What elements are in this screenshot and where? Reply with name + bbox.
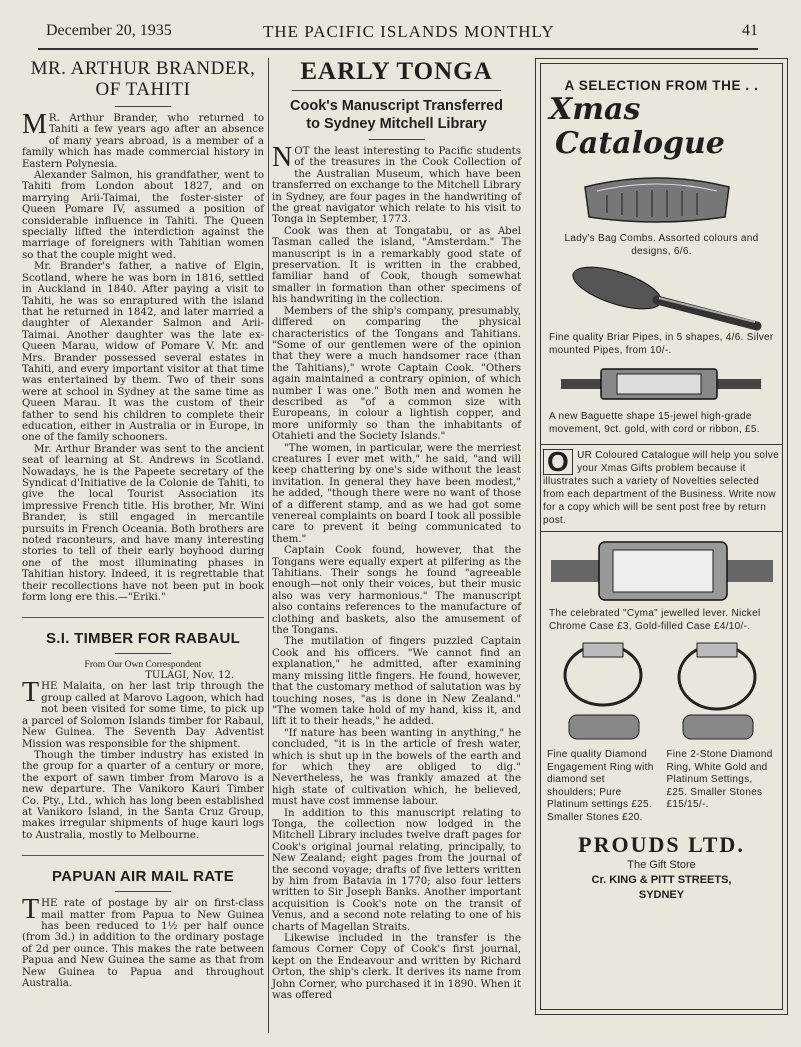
byline: From Our Own Correspondent [84, 660, 202, 671]
paragraph: Alexander Salmon, his grandfather, went to Tahiti from London about 1827, and on marrying Arii-Taimai, the foster-sister of Queen Pomare IV, assumed a position of considerable influence in Tahiti. The Queen specially lifted the interdiction against the marriage of foreigners with Tahitian women so that the couple might wed. [22, 170, 264, 261]
paragraph: Cook was then at Tongatabu, or as Abel Tasman called the island, "Amsterdam." The manuscript is in a remarkably good state of preservation. It is written in the crabbed, familiar hand of Cook, though somewhat smaller in formation than other specimens of his handwriting in the collection. [272, 225, 521, 306]
dropcap: T [22, 894, 40, 926]
tonga-subheadline-l1: Cook's Manuscript Transferred [290, 98, 503, 114]
brander-body [22, 109, 264, 604]
page-number: 41 [742, 22, 758, 39]
ad-catalogue: Catalogue [555, 126, 725, 161]
tonga-headline: EARLY TONGA [300, 58, 493, 85]
tonga-subheadline-l2: to Sydney Mitchell Library [306, 116, 487, 132]
rings-captions [547, 749, 776, 824]
paragraph: Members of the ship's company, presumably, differed on comparing the physical characteristics of the Tongans and Tahitians. "Some of our gentlemen were of the opinion that they were a much handsomer race (than the Tahitians)," wrote Captain Cook. "Others again maintained a contrary opinion, of which number I was one." Both men and women he described as "of a common size with Europeans, in colour a lightish copper, and more uniformly so than the inhabitants of Otahieti and the Society Islands." [272, 305, 521, 443]
dateline: TULAGI, Nov. 12. [145, 670, 234, 682]
brander-headline [22, 58, 264, 100]
paragraph: HE Malaita, on her last trip through the group called at Marovo Lagoon, which had not been visited for some time, to pick up a parcel of Solomon Islands timber for Rabaul, New Guinea. The Seventh Day Adventist Mission was responsible for the shipment. [22, 681, 264, 750]
paragraph: In addition to this manuscript relating to Tonga, the collection now lodged in the Mitchell Library includes twelve draft pages for Cook's original journal relating, principally, to New Zealand; eight pages from the journal of the second voyage; drafts of five letters written by him from Batavia in 1770; also four letters written to Sir Joseph Banks. Another important acquisition is Cook's note on the transit of Venus, and a second note relating to one of his charts of Magellan Straits. [272, 807, 521, 933]
pipes-caption: Fine quality Briar Pipes, in 5 shapes, 4/6. Silver mounted Pipes, from 10/-. [549, 332, 774, 356]
issue-date: December 20, 1935 [46, 22, 172, 39]
column-left [22, 58, 264, 989]
ring-right-caption: Fine 2-Stone Diamond Ring, White Gold and Platinum Settings, £25. Smaller Stones £15/15/-. [666, 749, 773, 810]
paragraph: The mutilation of fingers puzzled Captain Cook and his officers. "We cannot find an explanation," he admitted, after examining many missing little fingers. He found, however, that the customary method of salutation was by touching noses, "as is done in New Zealand." "The women take hold of my hand, kiss it, and lift it to their heads," he added. [272, 636, 521, 728]
paragraph: Captain Cook found, however, that the Tongans were equally expert at pilfering as the Tahitians. Their songs he found "agreeable enough—not only their voices, but their music also was very harmonious." The manuscript also contains references to the manufacture of clothing and baskets, also the amusement of the Tongans. [272, 545, 521, 637]
store-address: Cr. KING & PITT STREETS, [591, 874, 732, 886]
bag-combs-caption: Lady's Bag Combs. Assorted colours and designs, 6/6. [564, 233, 759, 257]
prouds-advertisement [535, 58, 788, 1015]
divider [115, 106, 171, 107]
paragraph: Though the timber industry has existed in the group for a quarter of a century or more, the export of sawn timber from Marovo is a new departure. The Vanikoro Kauri Timber Co. Pty., Ltd., which has long been established at Vanikoro Island, in the Santa Cruz Group, makes irregular shipments of huge kauri logs to Australia, mostly to Melbourne. [22, 749, 264, 841]
brand-name: PROUDS LTD. [578, 832, 745, 857]
divider [369, 139, 425, 140]
divider [292, 90, 501, 91]
baguette-caption: A new Baguette shape 15-jewel high-grade movement, 9ct. gold, with cord or ribbon, £5. [549, 411, 760, 435]
divider [22, 855, 264, 856]
rings-illustration [545, 637, 781, 745]
timber-body [22, 677, 264, 841]
dropcap: M [22, 109, 47, 140]
ad-heading: A SELECTION FROM THE . . [564, 78, 759, 93]
column-middle [272, 58, 521, 1001]
store-city: SYDNEY [638, 889, 685, 901]
ad-xmas: Xmas [549, 92, 641, 127]
page-header [38, 20, 758, 50]
brander-headline-l2: OF TAHITI [95, 79, 191, 100]
pipe-illustration [547, 262, 777, 332]
paragraph: Likewise included in the transfer is the famous Corner Copy of Cook's first journal, kept on the Endeavour and written by Richard Orton, the ship's clerk. It derives its name from John Corner, who purchased it in 1890. When it was offered [272, 933, 521, 1002]
dropcap: O [543, 449, 573, 475]
paragraph: "If nature has been wanting in anything," he concluded, "it is in the article of fresh water, which is shut up in the bowels of the earth and for which they are obliged to dig." Nevertheless, he was frankly amazed at the high state of cultivation which, he believed, must have cost immense labour. [272, 727, 521, 808]
store-tagline: The Gift Store [627, 859, 696, 871]
promo-text: UR Coloured Catalogue will help you solve your Xmas Gifts problem because it illustrates such a variety of Novelties selected from each department of the Business. Write now for a copy which will be sent post free by return post. [543, 450, 779, 526]
dropcap: T [22, 677, 40, 709]
magazine-title: THE PACIFIC ISLANDS MONTHLY [263, 22, 555, 41]
paragraph: HE rate of postage by air on first-class mail matter from Papua to New Guinea has been reduced to 1½ per half ounce (from 3d.) in addition to the ordinary postage of 2d per ounce. This makes the rate between Papua and New Guinea the same as that from New Guinea to Papua and throughout Australia. [22, 898, 264, 989]
tonga-subheadline [272, 97, 521, 133]
tonga-body [272, 142, 521, 1002]
timber-headline: S.I. TIMBER FOR RABAUL [45, 630, 241, 648]
brander-headline-l1: MR. ARTHUR BRANDER, [30, 58, 256, 79]
divider [115, 653, 171, 654]
paragraph: Mr. Arthur Brander was sent to the ancient seat of learning at St. Andrews in Scotland. Nowadays, he is the Papeete secretary of the Syndicat d'Initiative de la Colonie de Tahiti, to give the local Tourist Association its impressive French title. His brother, Mr. Wini Brander, is still engaged in mercantile pursuits in French Oceania. Both brothers are noted raconteurs, and have many interesting stories to tell of their early boyhood during one of the most illuminating phases in Tahitian history. Indeed, it is regrettable that their recollections have not been put in book form long ere this.—"Eriki." [22, 443, 264, 604]
paragraph: Mr. Brander's father, a native of Elgin, Scotland, where he was born in 1816, settled in Auckland in 1840. After paying a visit to Tahiti, he was so enraptured with the island that he returned in 1842, and later married a daughter of Alexander Salmon and Arii-Taimai. Another daughter was the late ex-Queen Marau, widow of Pomare V. Mr. and Mrs. Brander possessed several estates in Tahiti, and every important visitor at that time was entertained by them. Two of their sons were at school in Sydney at the same time as Queen Marau. It was the custom of their father to send his children to complete their education, either in Australia or in Europe, in one of the family schooners. [22, 261, 264, 444]
baguette-watch-illustration [547, 363, 777, 407]
paragraph: R. Arthur Brander, who returned to Tahiti a few years ago after an absence of many years abroad, is a member of a family which has made commercial history in Eastern Polynesia. [22, 113, 264, 170]
dropcap: N [272, 142, 293, 173]
paragraph: OT the least interesting to Pacific students of the treasures in the Cook Collection of the Australian Museum, which have been transferred on exchange to the Mitchell Library in Sydney, are four pages in the handwriting of the great navigator which relate to his visit to Tonga in September, 1773. [272, 146, 521, 226]
cyma-watch-illustration [547, 538, 777, 606]
column-rule [268, 58, 269, 1033]
paragraph: "The women, in particular, were the merriest creatures I ever met with," he said, "and will keep chattering by one's side without the least invitation. In general they have been modest," he added, "though there were no want of those of a different stamp, and as we had got some venereal complaints on board I took all possible care to prevent it being communicated to them." [272, 442, 521, 545]
cyma-caption: The celebrated "Cyma" jewelled lever. Nickel Chrome Case £3, Gold-filled Case £4/10/-. [549, 608, 761, 632]
ad-inner-border [540, 63, 783, 1010]
divider [22, 617, 264, 618]
airmail-body [22, 894, 264, 989]
divider [115, 891, 171, 892]
bag-comb-illustration [577, 169, 737, 229]
airmail-headline: PAPUAN AIR MAIL RATE [51, 868, 235, 886]
ring-left-caption: Fine quality Diamond Engagement Ring with diamond set shoulders; Pure Platinum settings £25. Smaller Stones £20. [547, 749, 654, 823]
catalogue-promo [541, 444, 782, 532]
